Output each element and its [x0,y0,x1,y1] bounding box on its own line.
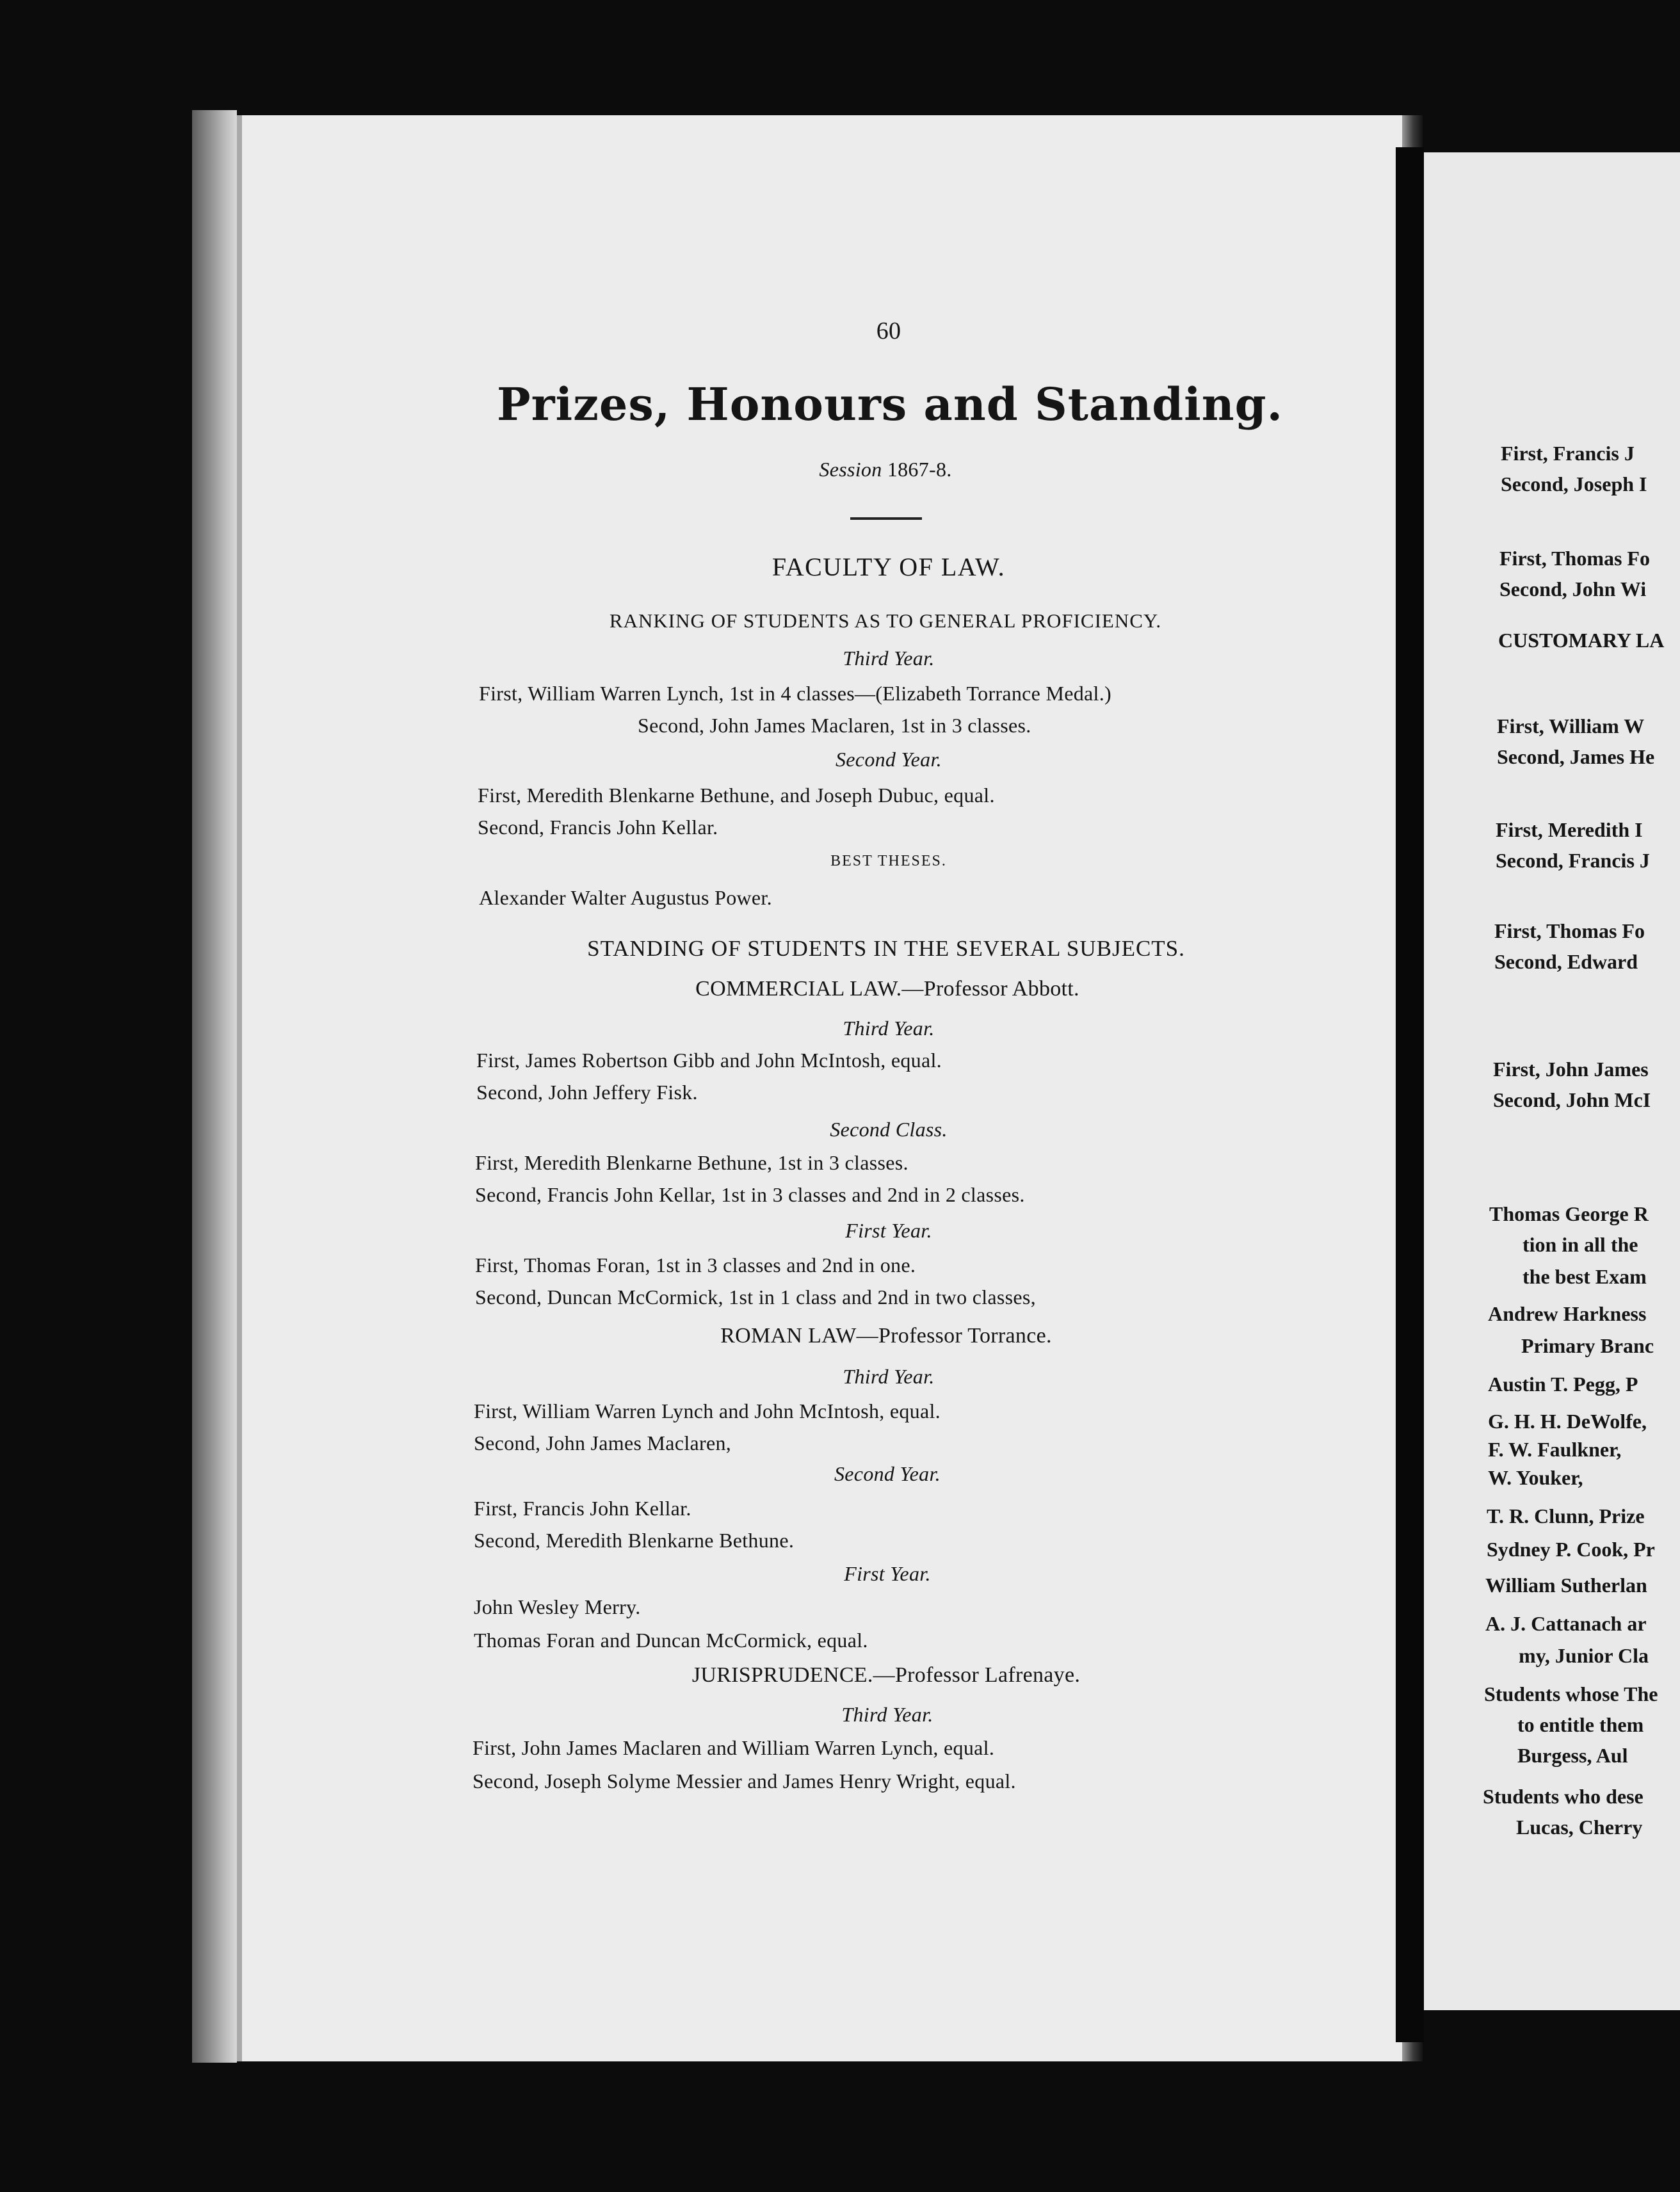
right-line: Thomas George R [1489,1202,1649,1225]
right-line: Primary Branc [1521,1334,1654,1357]
right-line: to entitle them [1517,1713,1644,1736]
right-line: First, William W [1497,714,1645,737]
rl-second-year-label: Second Year. [834,1462,941,1485]
general-proficiency-heading: RANKING OF STUDENTS AS TO GENERAL PROFICIENCY. [609,609,1162,632]
jp-third-year-label: Third Year. [841,1703,933,1726]
right-line: tion in all the [1522,1233,1638,1256]
several-subjects-heading: STANDING OF STUDENTS IN THE SEVERAL SUBJECTS. [587,936,1185,961]
rl-second-line-1: First, Francis John Kellar. [474,1497,691,1520]
session-label: Session [819,458,882,481]
cl-first-line-2: Second, Duncan McCormick, 1st in 1 class and 2nd in two classes, [475,1285,1036,1309]
right-line: CUSTOMARY LA [1498,629,1665,652]
right-line: W. Youker, [1488,1466,1583,1489]
right-page [1424,152,1680,2010]
right-line: First, John James [1493,1058,1649,1081]
rl-second-line-2: Second, Meredith Blenkarne Bethune. [474,1529,795,1552]
commercial-law-heading: COMMERCIAL LAW.—Professor Abbott. [695,977,1079,1001]
rl-first-line-1: John Wesley Merry. [474,1595,641,1618]
right-line: A. J. Cattanach ar [1485,1612,1647,1635]
rl-first-line-2: Thomas Foran and Duncan McCormick, equal. [474,1629,868,1652]
cl-first-year-label: First Year. [845,1219,932,1242]
right-line: Lucas, Cherry [1516,1816,1643,1839]
rl-third-line-2: Second, John James Maclaren, [474,1431,732,1455]
right-line: Second, Joseph I [1501,472,1647,496]
rl-first-year-label: First Year. [844,1562,931,1585]
session-years: 1867-8. [887,458,952,481]
page-number: 60 [876,318,901,344]
divider-rule [850,517,922,520]
left-page [237,115,1407,2061]
faculty-heading: FACULTY OF LAW. [771,552,1006,581]
right-line: Andrew Harkness [1488,1302,1647,1325]
jp-third-line-2: Second, Joseph Solyme Messier and James Henry Wright, equal. [472,1769,1016,1793]
right-line: Students whose The [1484,1682,1658,1705]
roman-law-heading: ROMAN LAW—Professor Torrance. [720,1324,1052,1348]
rl-third-year-label: Third Year. [843,1365,935,1388]
cl-third-line-1: First, James Robertson Gibb and John McIntosh, equal. [476,1049,942,1072]
cl-first-line-1: First, Thomas Foran, 1st in 3 classes and 2nd in one. [475,1253,916,1277]
right-line: Second, James He [1497,745,1655,768]
gp-third-line-1: First, William Warren Lynch, 1st in 4 classes—(Elizabeth Torrance Medal.) [479,682,1111,705]
rl-third-line-1: First, William Warren Lynch and John McIntosh, equal. [474,1399,941,1422]
right-line: William Sutherlan [1485,1574,1647,1597]
best-theses-label: BEST THESES. [830,853,947,869]
right-line: First, Thomas Fo [1494,919,1645,942]
right-line: the best Exam [1522,1265,1647,1288]
gp-second-line-2: Second, Francis John Kellar. [478,816,718,839]
right-line: Second, John McI [1493,1088,1651,1111]
right-line: Sydney P. Cook, Pr [1487,1538,1655,1561]
right-line: First, Meredith I [1496,818,1643,841]
book-edge [192,110,237,2063]
right-line: my, Junior Cla [1519,1644,1649,1667]
gp-third-year-label: Third Year. [843,647,935,670]
right-line: Students who dese [1483,1785,1644,1808]
session-line [819,458,951,481]
gp-second-line-1: First, Meredith Blenkarne Bethune, and Joseph Dubuc, equal. [478,784,995,807]
jp-third-line-1: First, John James Maclaren and William Warren Lynch, equal. [472,1736,995,1759]
jurisprudence-heading: JURISPRUDENCE.—Professor Lafrenaye. [691,1663,1081,1687]
gp-third-line-2: Second, John James Maclaren, 1st in 3 classes. [638,714,1031,737]
right-line: First, Francis J [1501,442,1635,465]
cl-third-line-2: Second, John Jeffery Fisk. [476,1081,698,1104]
cl-second-line-2: Second, Francis John Kellar, 1st in 3 classes and 2nd in 2 classes. [475,1183,1025,1206]
page-title: Prizes, Honours and Standing. [497,378,1283,431]
book-spine [1396,147,1424,2042]
right-line: F. W. Faulkner, [1488,1438,1622,1461]
right-line: Second, Edward [1494,950,1638,973]
cl-second-line-1: First, Meredith Blenkarne Bethune, 1st in 3 classes. [475,1151,909,1174]
right-line: T. R. Clunn, Prize [1487,1504,1645,1527]
right-line: G. H. H. DeWolfe, [1488,1410,1647,1433]
gp-second-year-label: Second Year. [836,748,942,771]
right-line: Austin T. Pegg, P [1488,1373,1638,1396]
right-line: Second, Francis J [1496,849,1650,872]
right-line: Second, John Wi [1499,577,1647,600]
right-line: First, Thomas Fo [1499,547,1650,570]
cl-second-class-label: Second Class. [830,1118,948,1141]
best-theses-line: Alexander Walter Augustus Power. [479,886,772,909]
cl-third-year-label: Third Year. [843,1017,935,1040]
right-line: Burgess, Aul [1517,1744,1628,1767]
